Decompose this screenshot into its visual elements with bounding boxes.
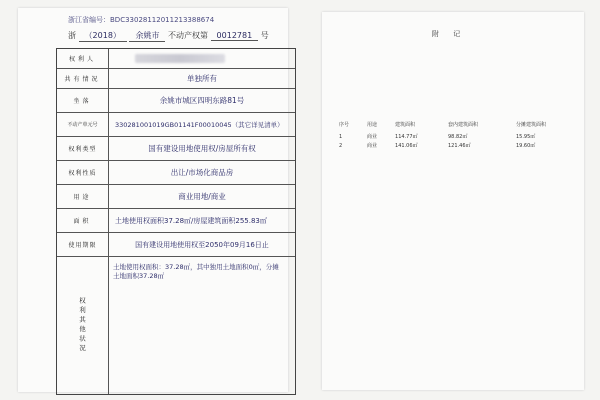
header-inner-area: 套内建筑面积	[448, 122, 479, 128]
cell-inner-area: 121.46㎡	[448, 143, 471, 149]
cell-shared-area: 15.95㎡	[515, 134, 536, 140]
label-term: 使用期限	[57, 233, 109, 256]
header-usage: 用途	[367, 122, 378, 128]
row-other-status	[57, 257, 295, 394]
label-location: 坐落	[57, 89, 109, 112]
attachment-table	[337, 120, 582, 150]
value-right-nature: 出让/市场化商品房	[170, 168, 234, 177]
attachment-title: 附 记	[432, 30, 467, 38]
row-location	[57, 89, 295, 113]
value-other-status	[113, 263, 291, 281]
label-area: 面积	[57, 209, 109, 232]
label-right-nature: 权利性质	[57, 161, 109, 184]
other-status-line1: 土地使用权面积：37.28㎡，其中独用土地面积0㎡，分摊	[113, 263, 279, 271]
cell-seq: 1	[339, 133, 343, 140]
value-location: 余姚市城区四明东路81号	[159, 96, 245, 105]
label-owner: 权利人	[57, 49, 109, 68]
value-usage: 商业用地/商业	[178, 192, 226, 201]
value-unit-number: 330281001019GB01141F00010045（其它详见清单）	[115, 121, 284, 129]
province-cert-number: 浙江省编号：BDC33028112011213388674	[68, 16, 215, 24]
cell-building-area: 114.77㎡	[395, 134, 418, 140]
label-co-ownership: 共有情况	[57, 69, 109, 88]
row-right-type	[57, 137, 295, 161]
year: （2018）	[79, 30, 127, 42]
row-term	[57, 233, 295, 257]
row-co-ownership	[57, 69, 295, 89]
certificate-form	[56, 48, 296, 395]
row-right-nature	[57, 161, 295, 185]
label-other-status: 权利其他状况	[78, 297, 86, 354]
cell-inner-area: 98.82㎡	[448, 134, 468, 140]
header-shared-area: 分摊建筑面积	[515, 122, 546, 128]
city: 余姚市	[129, 30, 165, 42]
value-co-ownership: 单独所有	[187, 74, 217, 83]
cell-building-area: 141.06㎡	[395, 143, 418, 149]
table-row	[337, 132, 582, 141]
certificate-left-page	[18, 8, 288, 392]
certificate-number-line	[68, 30, 269, 42]
cert-no: 0012781	[211, 31, 259, 41]
suffix: 号	[260, 31, 269, 40]
line-prefix: 浙	[68, 31, 76, 40]
label-usage: 用途	[57, 185, 109, 208]
value-owner-redacted	[109, 49, 295, 68]
cell-shared-area: 19.60㎡	[515, 143, 536, 149]
row-owner	[57, 49, 295, 69]
cert-type: 不动产权第	[168, 31, 208, 40]
value-right-type: 国有建设用地使用权/房屋所有权	[148, 144, 256, 153]
certificate-right-page	[322, 12, 584, 390]
value-term: 国有建设用地使用权至2050年09月16日止	[135, 240, 269, 249]
label-right-type: 权利类型	[57, 137, 109, 160]
cell-usage: 商业	[367, 134, 378, 140]
label-other-status-cell	[57, 257, 109, 394]
cell-seq: 2	[339, 142, 343, 149]
cell-usage: 商业	[367, 143, 378, 149]
label-unit-number: 不动产单元号	[57, 113, 109, 136]
header-seq: 序号	[339, 122, 350, 128]
header-building-area: 建筑面积	[395, 122, 416, 128]
redaction-blur	[135, 54, 225, 63]
row-usage	[57, 185, 295, 209]
table-row	[337, 141, 582, 150]
other-status-line2: 土地面积37.28㎡	[113, 272, 165, 280]
value-area: 土地使用权面积37.28㎡/房屋建筑面积255.83㎡	[115, 216, 267, 225]
row-area	[57, 209, 295, 233]
row-unit-number	[57, 113, 295, 137]
attachment-table-header	[337, 120, 582, 132]
